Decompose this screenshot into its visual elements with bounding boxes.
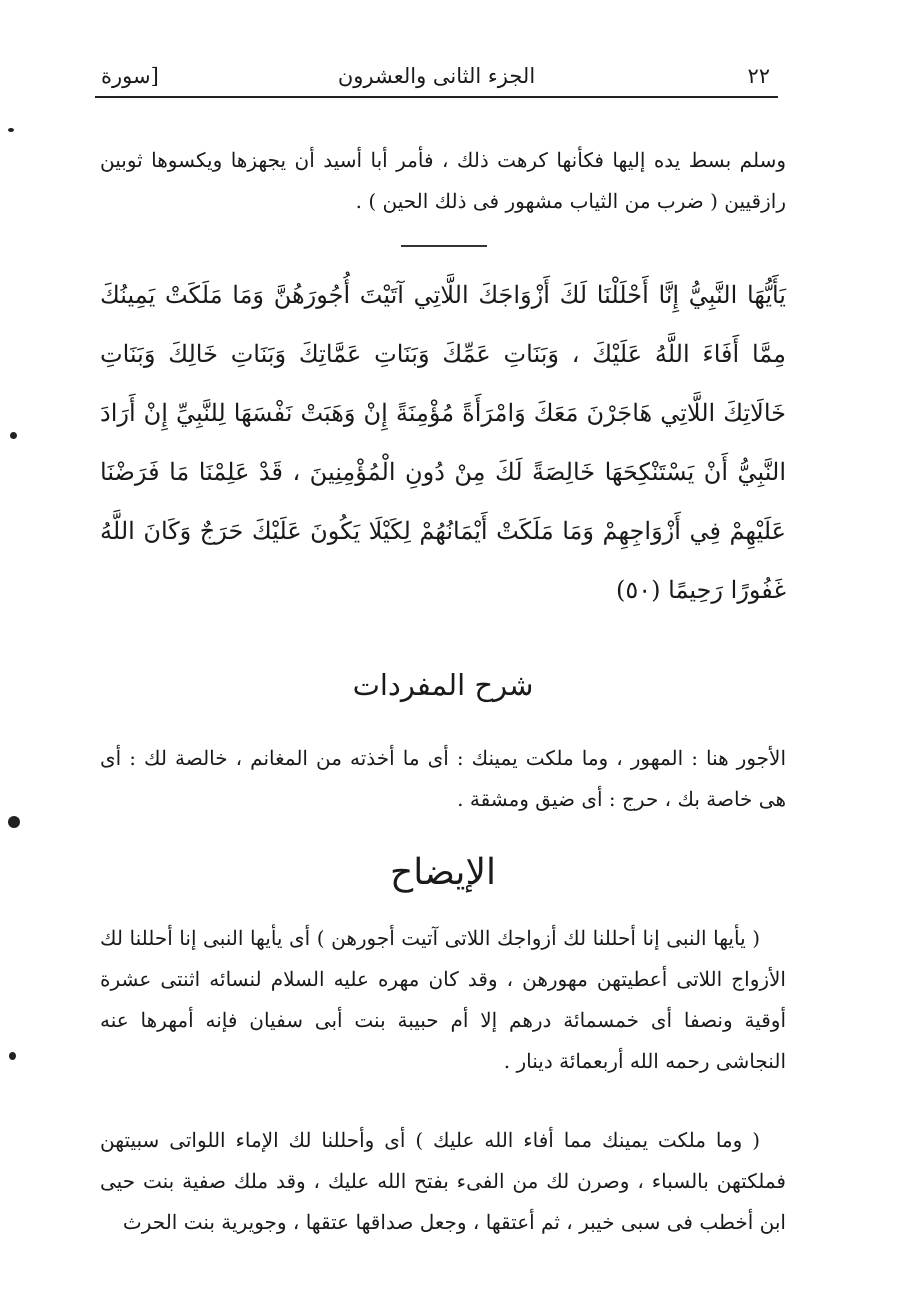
vocabulary-heading: شرح المفردات [352,668,534,702]
explanation-paragraph-1: ( يأيها النبى إنا أحللنا لك أزواجك اللاتى آتيت أجورهن ) أى يأيها النبى إنا أحللنا لك الأزواج اللاتى أعطيتهن مهورهن ، وقد كان مهره عليه السلام لنسائه اثنتى عشرة أوقية ونصفا أى خمسمائة درهم إلا أم حبيبة بنت أبى سفيان فإنه أمهرها عنه النجاشى رحمه الله أربعمائة دينار . [100,926,786,1073]
intro-paragraph: وسلم بسط يده إليها فكأنها كرهت ذلك ، فأمر أبا أسيد أن يجهزها ويكسوها ثوبين رازقيين ( ضرب من الثياب مشهور فى ذلك الحين ) . [100,148,786,213]
quran-verse: يَأَيُّهَا النَّبِيُّ إِنَّا أَحْلَلْنَا لَكَ أَزْوَاجَكَ اللَّاتِي آتَيْتَ أُجُورَهُنَّ وَمَا مَلَكَتْ يَمِينُكَ مِمَّا أَفَاءَ اللَّهُ عَلَيْكَ ، وَبَنَاتِ عَمِّكَ وَبَنَاتِ عَمَّاتِكَ وَبَنَاتِ خَالِكَ وَبَنَاتِ خَالَاتِكَ اللَّاتِي هَاجَرْنَ مَعَكَ وَامْرَأَةً مُؤْمِنَةً إِنْ وَهَبَتْ نَفْسَهَا لِلنَّبِيِّ إِنْ أَرَادَ النَّبِيُّ أَنْ يَسْتَنْكِحَهَا خَالِصَةً لَكَ مِنْ دُونِ الْمُؤْمِنِينَ ، قَدْ عَلِمْنَا مَا فَرَضْنَا عَلَيْهِمْ فِي أَزْوَاجِهِمْ وَمَا مَلَكَتْ أَيْمَانُهُمْ لِكَيْلَا يَكُونَ عَلَيْكَ حَرَجٌ وَكَانَ اللَّهُ غَفُورًا رَحِيمًا (٥٠) [100,281,786,604]
running-title: الجزء الثانى والعشرون [337,64,536,88]
explanation-paragraph [100,1120,786,1243]
surah-label: [سورة [101,64,159,88]
scan-speck [9,1052,16,1060]
header-rule [95,96,778,98]
page-header [95,58,778,98]
explanation-paragraph [100,918,786,1082]
section-divider [401,245,487,247]
explanation-heading: الإيضاح [390,852,496,893]
vocabulary-text: الأجور هنا : المهور ، وما ملكت يمينك : أى ما أخذته من المغانم ، خالصة لك : أى هى خاصة بك ، حرج : أى ضيق ومشقة . [100,746,786,811]
scan-speck [8,816,20,828]
explanation-paragraph-2: ( وما ملكت يمينك مما أفاء الله عليك ) أى وأحللنا لك الإماء اللواتى سبيتهن فملكتهن بالسباء ، وصرن لك من الفىء بفتح الله عليك ، وقد ملك صفية بنت حيى ابن أخطب فى سبى خيبر ، ثم أعتقها ، وجعل صداقها عتقها ، وجويرية بنت الحرث [100,1128,786,1234]
scan-speck [8,128,14,132]
scan-speck [10,432,17,439]
page-number: ٢٢ [747,64,770,88]
